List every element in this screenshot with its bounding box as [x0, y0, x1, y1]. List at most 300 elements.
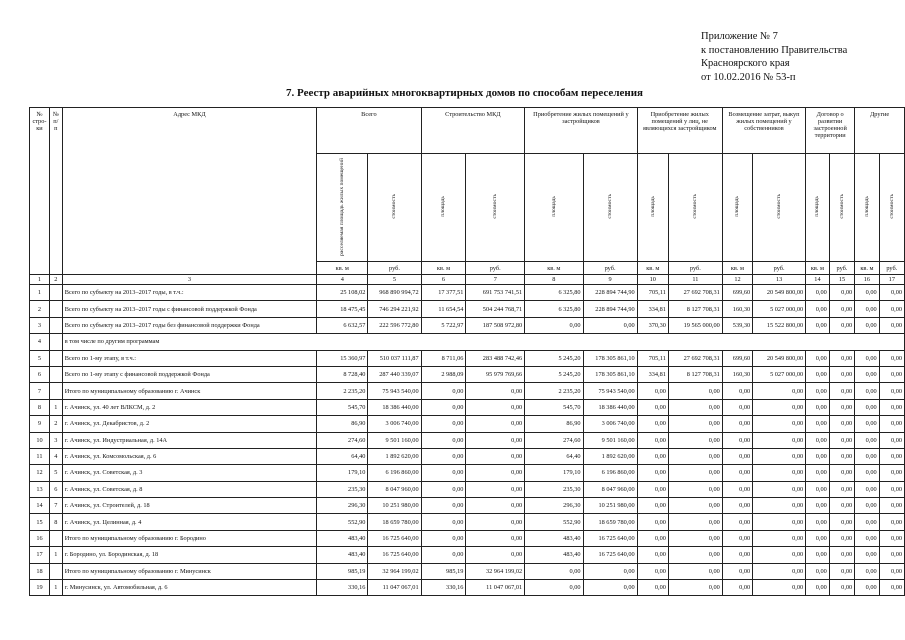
row-address: Всего по субъекту на 2013–2017 годы без финансовой поддержки Фонда: [62, 317, 316, 333]
header-subcolumn: [317, 154, 368, 262]
row-value: 0,00: [466, 416, 525, 432]
row-address: Итого по муниципальному образованию г. Ачинск: [62, 383, 316, 399]
row-number: 18: [30, 563, 50, 579]
row-value: 296,30: [525, 498, 583, 514]
header-row-number: № стро-ки: [30, 108, 50, 275]
row-value: 0,00: [879, 285, 904, 301]
row-value: 6 632,57: [317, 317, 368, 333]
row-value: 0,00: [879, 465, 904, 481]
row-address: Всего по 1-му этапу с финансовой поддержкой Фонда: [62, 366, 316, 382]
row-value: 0,00: [466, 399, 525, 415]
column-number: 1: [30, 275, 50, 285]
row-value: 0,00: [753, 563, 806, 579]
header-group: Договор о развитии застроенной территории: [806, 108, 855, 154]
row-value: 0,00: [466, 432, 525, 448]
row-number: 11: [30, 448, 50, 464]
row-value: 0,00: [421, 448, 466, 464]
row-value: 0,00: [855, 383, 879, 399]
column-number: 17: [879, 275, 904, 285]
row-address: Всего по субъекту на 2013–2017 годы с финансовой поддержкой Фонда: [62, 301, 316, 317]
row-value: 8 127 708,31: [668, 301, 722, 317]
row-value: 699,60: [722, 350, 752, 366]
header-subcolumn-label: площадь: [814, 196, 821, 217]
row-value: 0,00: [855, 580, 879, 596]
row-pp: 1: [49, 580, 62, 596]
row-value: 0,00: [668, 465, 722, 481]
row-value: 32 964 199,02: [368, 563, 421, 579]
row-value: 0,00: [722, 580, 752, 596]
row-value: 0,00: [421, 547, 466, 563]
row-value: 0,00: [855, 465, 879, 481]
table-row: [30, 498, 905, 514]
row-number: 9: [30, 416, 50, 432]
row-value: 0,00: [421, 432, 466, 448]
header-group: Строительство МКД: [421, 108, 525, 154]
header-address: Адрес МКД: [62, 108, 316, 275]
row-value: 0,00: [637, 530, 668, 546]
row-value: 8 711,06: [421, 350, 466, 366]
column-number: 12: [722, 275, 752, 285]
header-unit: руб.: [753, 262, 806, 275]
row-value: 0,00: [722, 563, 752, 579]
column-number: 13: [753, 275, 806, 285]
row-value: 0,00: [637, 498, 668, 514]
header-subcolumn: [753, 154, 806, 262]
row-value: 5 722,97: [421, 317, 466, 333]
row-number: 6: [30, 366, 50, 382]
row-value: 5 245,20: [525, 350, 583, 366]
column-number: 14: [806, 275, 830, 285]
row-address: Всего по 1-му этапу, в т.ч.:: [62, 350, 316, 366]
header-unit: руб.: [583, 262, 637, 275]
table-row: [30, 448, 905, 464]
header-subcolumn-label: площадь: [440, 196, 447, 217]
row-value: 27 692 708,31: [668, 285, 722, 301]
row-value: 545,70: [317, 399, 368, 415]
row-pp: [49, 301, 62, 317]
row-pp: 6: [49, 481, 62, 497]
row-value: 0,00: [806, 301, 830, 317]
row-address: г. Ачинск, ул. 40 лет ВЛКСМ, д. 2: [62, 399, 316, 415]
row-value: 11 047 067,01: [466, 580, 525, 596]
header-subcolumn-label: площадь: [649, 196, 656, 217]
header-subcolumn: [421, 154, 466, 262]
row-value: 0,00: [829, 366, 854, 382]
row-value: 287 440 339,07: [368, 366, 421, 382]
row-value: 178 305 861,10: [583, 366, 637, 382]
row-value: 334,81: [637, 366, 668, 382]
table-row: [30, 317, 905, 333]
header-subcolumn: [668, 154, 722, 262]
table-row: [30, 547, 905, 563]
row-value: 0,00: [855, 547, 879, 563]
row-value: 0,00: [829, 399, 854, 415]
row-value: 0,00: [879, 416, 904, 432]
row-value: 0,00: [722, 416, 752, 432]
row-address: г. Ачинск, ул. Строителей, д. 18: [62, 498, 316, 514]
row-value: 0,00: [668, 547, 722, 563]
row-pp: [49, 350, 62, 366]
header-unit: кв. м: [806, 262, 830, 275]
header-subcolumn-label: площадь: [734, 196, 741, 217]
row-value: 0,00: [806, 285, 830, 301]
header-subcolumn: [879, 154, 904, 262]
row-address: Итого по муниципальному образованию г. Бородино: [62, 530, 316, 546]
header-unit: кв. м: [421, 262, 466, 275]
row-value: 0,00: [637, 563, 668, 579]
row-value: 5 245,20: [525, 366, 583, 382]
row-pp: 5: [49, 465, 62, 481]
row-value: 2 235,20: [525, 383, 583, 399]
row-number: 3: [30, 317, 50, 333]
row-value: 0,00: [855, 317, 879, 333]
column-number: 16: [855, 275, 879, 285]
row-value: 0,00: [879, 580, 904, 596]
row-value: 0,00: [855, 481, 879, 497]
row-value: 0,00: [421, 514, 466, 530]
row-value: 8 047 960,00: [583, 481, 637, 497]
row-value: 691 753 741,51: [466, 285, 525, 301]
header-subcolumn: [855, 154, 879, 262]
row-value: 539,30: [722, 317, 752, 333]
row-value: 0,00: [829, 465, 854, 481]
row-value: 705,11: [637, 350, 668, 366]
row-value: 0,00: [753, 530, 806, 546]
column-number: 15: [829, 275, 854, 285]
row-value: 0,00: [806, 317, 830, 333]
row-number: 7: [30, 383, 50, 399]
table-row: [30, 366, 905, 382]
row-value: 0,00: [637, 580, 668, 596]
row-value: 19 565 000,00: [668, 317, 722, 333]
header-unit: кв. м: [855, 262, 879, 275]
row-value: 0,00: [421, 465, 466, 481]
row-pp: 4: [49, 448, 62, 464]
row-value: 11 047 067,01: [368, 580, 421, 596]
row-value: 0,00: [879, 432, 904, 448]
row-value: 0,00: [668, 514, 722, 530]
row-value: 5 027 000,00: [753, 301, 806, 317]
row-number: 14: [30, 498, 50, 514]
row-number: 19: [30, 580, 50, 596]
row-value: 0,00: [806, 399, 830, 415]
row-value: 0,00: [879, 498, 904, 514]
row-value: 0,00: [583, 317, 637, 333]
row-value: 0,00: [855, 416, 879, 432]
row-value: 0,00: [855, 530, 879, 546]
row-value: 0,00: [879, 563, 904, 579]
row-value: 1 892 620,00: [583, 448, 637, 464]
row-value: 0,00: [829, 317, 854, 333]
row-value: 0,00: [855, 498, 879, 514]
row-value: 27 692 708,31: [668, 350, 722, 366]
row-value: 0,00: [753, 498, 806, 514]
row-number: 4: [30, 334, 50, 350]
row-value: 0,00: [829, 530, 854, 546]
row-value: 0,00: [668, 481, 722, 497]
row-value: 0,00: [806, 514, 830, 530]
row-value: 0,00: [806, 580, 830, 596]
header-line: Приложение № 7: [701, 31, 778, 42]
row-value: 0,00: [879, 547, 904, 563]
row-pp: 8: [49, 514, 62, 530]
header-unit: кв. м: [317, 262, 368, 275]
row-value: 0,00: [829, 448, 854, 464]
table-row: [30, 432, 905, 448]
row-value: 3 006 740,00: [368, 416, 421, 432]
row-pp: 1: [49, 399, 62, 415]
header-unit: кв. м: [637, 262, 668, 275]
row-value: 274,60: [525, 432, 583, 448]
header-unit: руб.: [368, 262, 421, 275]
row-pp: [49, 563, 62, 579]
row-value: 0,00: [668, 498, 722, 514]
row-value: 0,00: [753, 448, 806, 464]
table-row: [30, 530, 905, 546]
row-value: 0,00: [806, 383, 830, 399]
row-value: 0,00: [855, 432, 879, 448]
row-value: 0,00: [806, 366, 830, 382]
row-value: 0,00: [829, 481, 854, 497]
table-row: [30, 350, 905, 366]
row-value: 18 659 780,00: [583, 514, 637, 530]
header-subcolumn-label: площадь: [550, 196, 557, 217]
row-value: 699,60: [722, 285, 752, 301]
row-value: 0,00: [829, 416, 854, 432]
row-value: 18 475,45: [317, 301, 368, 317]
row-value: 0,00: [637, 383, 668, 399]
column-number: 4: [317, 275, 368, 285]
row-value: 6 325,80: [525, 285, 583, 301]
row-value: 0,00: [722, 530, 752, 546]
row-value: 0,00: [466, 530, 525, 546]
row-value: 0,00: [668, 563, 722, 579]
row-value: 0,00: [879, 366, 904, 382]
row-value: 0,00: [668, 399, 722, 415]
row-value: 0,00: [722, 465, 752, 481]
row-pp: [49, 334, 62, 350]
header-pp: № п/п: [49, 108, 62, 275]
row-value: 0,00: [829, 563, 854, 579]
row-value: 0,00: [668, 448, 722, 464]
row-value: 0,00: [829, 383, 854, 399]
row-value: 552,90: [525, 514, 583, 530]
row-value: 0,00: [722, 432, 752, 448]
row-value: 86,90: [525, 416, 583, 432]
row-address: г. Ачинск, ул. Советская, д. 3: [62, 465, 316, 481]
row-value: 9 501 160,00: [368, 432, 421, 448]
column-number: 8: [525, 275, 583, 285]
row-value: 0,00: [879, 350, 904, 366]
row-value: 0,00: [466, 547, 525, 563]
row-value: 160,30: [722, 366, 752, 382]
header-group: Возмещение затрат, выкуп жилых помещений у собственников: [722, 108, 805, 154]
row-value: 0,00: [753, 465, 806, 481]
row-value: 16 725 640,00: [583, 530, 637, 546]
row-value: 0,00: [466, 514, 525, 530]
column-number: 5: [368, 275, 421, 285]
header-subcolumn: [722, 154, 752, 262]
column-number: 9: [583, 275, 637, 285]
table-row: [30, 301, 905, 317]
row-value: 283 488 742,46: [466, 350, 525, 366]
row-value: 8 047 960,00: [368, 481, 421, 497]
row-value: 16 725 640,00: [583, 547, 637, 563]
header-subcolumn-label: стоимость: [391, 194, 398, 219]
row-value: 235,30: [525, 481, 583, 497]
row-value: 0,00: [722, 498, 752, 514]
header-subcolumn-label: площадь: [863, 196, 870, 217]
row-value: 0,00: [855, 514, 879, 530]
header-unit: руб.: [879, 262, 904, 275]
row-value: 0,00: [806, 547, 830, 563]
row-value: 0,00: [829, 301, 854, 317]
row-value: 228 894 744,90: [583, 285, 637, 301]
row-value: 334,81: [637, 301, 668, 317]
row-value: 0,00: [637, 399, 668, 415]
row-value: 16 725 640,00: [368, 530, 421, 546]
row-value: 0,00: [583, 580, 637, 596]
table-row: [30, 514, 905, 530]
row-value: 10 251 980,00: [583, 498, 637, 514]
header-subcolumn-label: стоимость: [492, 194, 499, 219]
row-value: 0,00: [637, 465, 668, 481]
row-value: 0,00: [753, 383, 806, 399]
row-value: 985,19: [421, 563, 466, 579]
row-value: 0,00: [829, 514, 854, 530]
row-value: 0,00: [637, 481, 668, 497]
row-value: 0,00: [466, 465, 525, 481]
row-value: 235,30: [317, 481, 368, 497]
row-value: 0,00: [466, 448, 525, 464]
row-value: 296,30: [317, 498, 368, 514]
row-pp: [49, 285, 62, 301]
row-value: 0,00: [753, 580, 806, 596]
row-value: 0,00: [722, 383, 752, 399]
row-value: 0,00: [806, 563, 830, 579]
column-number: 3: [62, 275, 316, 285]
row-value: 0,00: [806, 416, 830, 432]
header-group: Всего: [317, 108, 421, 154]
row-value: 222 596 772,80: [368, 317, 421, 333]
row-address: г. Ачинск, ул. Советская, д. 8: [62, 481, 316, 497]
row-value: 545,70: [525, 399, 583, 415]
header-subcolumn: [583, 154, 637, 262]
row-address: г. Бородино, ул. Бородинская, д. 18: [62, 547, 316, 563]
row-number: 12: [30, 465, 50, 481]
row-value: 0,00: [879, 530, 904, 546]
header-subcolumn-label: расселяемая площадь жилых помещений: [339, 157, 346, 256]
row-value: 0,00: [879, 383, 904, 399]
row-value: 0,00: [879, 514, 904, 530]
row-pp: 7: [49, 498, 62, 514]
row-value: 0,00: [829, 285, 854, 301]
row-value: 0,00: [466, 383, 525, 399]
row-address: Итого по муниципальному образованию г. Минусинск: [62, 563, 316, 579]
header-subcolumn: [525, 154, 583, 262]
row-value: 0,00: [668, 416, 722, 432]
row-pp: [49, 317, 62, 333]
row-value: 0,00: [829, 432, 854, 448]
table-row: [30, 580, 905, 596]
header-line: к постановлению Правительства: [701, 44, 848, 56]
header-group: Приобретение жилых помещений у лиц, не являющихся застройщиком: [637, 108, 722, 154]
row-value: 510 037 111,87: [368, 350, 421, 366]
row-value: 330,16: [421, 580, 466, 596]
header-subcolumn-label: стоимость: [888, 194, 895, 219]
row-value: 330,16: [317, 580, 368, 596]
row-address: г. Ачинск, ул. Декабристов, д. 2: [62, 416, 316, 432]
row-value: 0,00: [855, 301, 879, 317]
row-value: 0,00: [829, 498, 854, 514]
row-value: 0,00: [753, 416, 806, 432]
table-row: [30, 285, 905, 301]
row-value: 0,00: [806, 432, 830, 448]
header-subcolumn-label: стоимость: [776, 194, 783, 219]
row-value: 0,00: [525, 563, 583, 579]
document-title: 7. Реестр аварийных многоквартирных домов по способам переселения: [286, 87, 643, 99]
row-pp: 1: [49, 547, 62, 563]
row-value: 0,00: [879, 317, 904, 333]
row-value: 64,40: [317, 448, 368, 464]
row-value: 0,00: [753, 481, 806, 497]
row-value: 0,00: [525, 580, 583, 596]
header-unit: руб.: [668, 262, 722, 275]
row-value: 228 894 744,90: [583, 301, 637, 317]
row-value: 0,00: [855, 285, 879, 301]
row-value: 0,00: [466, 498, 525, 514]
row-value: 20 549 800,00: [753, 285, 806, 301]
table-row: [30, 399, 905, 415]
table-row: [30, 383, 905, 399]
row-number: 13: [30, 481, 50, 497]
row-value: 187 508 972,80: [466, 317, 525, 333]
row-value: 0,00: [525, 317, 583, 333]
column-number: 2: [49, 275, 62, 285]
row-value: 0,00: [753, 514, 806, 530]
row-value: 0,00: [421, 383, 466, 399]
row-value: 0,00: [583, 563, 637, 579]
row-value: 0,00: [637, 514, 668, 530]
row-value: 0,00: [806, 498, 830, 514]
row-value: 0,00: [753, 399, 806, 415]
row-value: 6 196 860,00: [583, 465, 637, 481]
row-value: 0,00: [879, 399, 904, 415]
row-value: 0,00: [855, 366, 879, 382]
row-value: 274,60: [317, 432, 368, 448]
row-value: 25 108,02: [317, 285, 368, 301]
row-value: 483,40: [317, 547, 368, 563]
row-pp: 3: [49, 432, 62, 448]
row-number: 1: [30, 285, 50, 301]
row-pp: 2: [49, 416, 62, 432]
row-value: 178 305 861,10: [583, 350, 637, 366]
row-value: 0,00: [806, 481, 830, 497]
row-value: 0,00: [806, 448, 830, 464]
table-row: [30, 334, 905, 350]
header-subcolumn: [806, 154, 830, 262]
header-line: от 10.02.2016 № 53-п: [701, 71, 796, 83]
row-value: 0,00: [722, 448, 752, 464]
row-value: 0,00: [421, 530, 466, 546]
row-pp: [49, 383, 62, 399]
row-value: 0,00: [421, 498, 466, 514]
row-value: 0,00: [668, 432, 722, 448]
row-value: 0,00: [668, 580, 722, 596]
row-address: г. Ачинск, ул. Комсомольская, д. 6: [62, 448, 316, 464]
row-value: 483,40: [525, 530, 583, 546]
row-value: 0,00: [829, 547, 854, 563]
